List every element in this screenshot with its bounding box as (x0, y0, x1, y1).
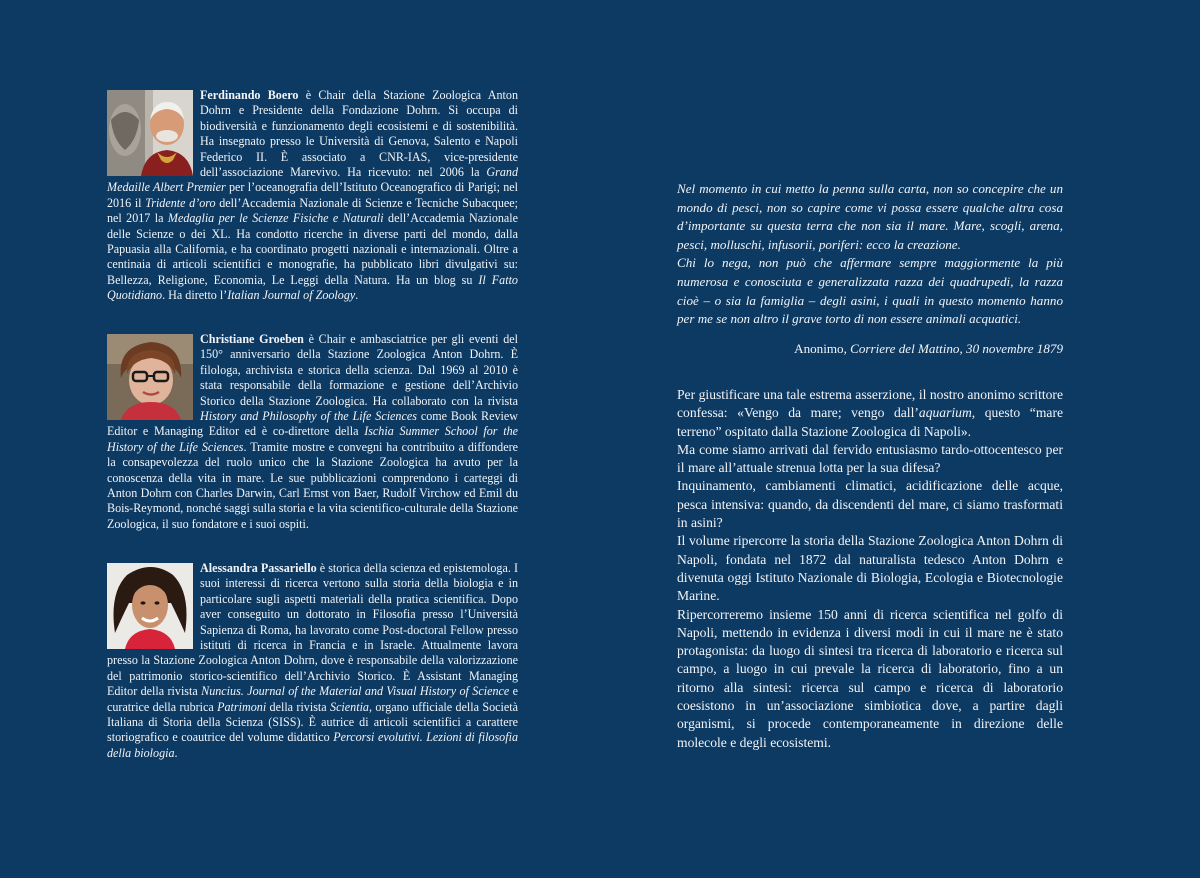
body-text-italic: aquarium (918, 405, 972, 421)
body-paragraph: Ma come siamo arrivati dal fervido entusiasmo tardo-ottocentesco per il mare all’attuale strenua lotta per la sua difesa? (677, 441, 1063, 476)
body-paragraph: Inquinamento, cambiamenti climatici, acidificazione delle acque, pesca intensiva: quando, da discendenti del mare, ci siamo trasformati in asini? (677, 478, 1063, 531)
portrait-ferdinando-boero (107, 90, 193, 176)
body-paragraph: Il volume ripercorre la storia della Stazione Zoologica Anton Dohrn di Napoli, fondata nel 1872 dal naturalista tedesco Anton Dohrn e divenuta oggi Istituto Nazionale di Biologia, Ecologia e Biotecnologie Marine. (677, 533, 1063, 604)
portrait-boero-image (107, 90, 193, 176)
bio-text-9: . (174, 745, 178, 760)
bio-text-10: Italian Journal of Zoology (227, 288, 356, 303)
portrait-passariello-image (107, 563, 193, 649)
bio-text-5: dell’Accademia Nazionale di Scienze e Tecniche Subacquee; nel 2017 la (107, 195, 518, 226)
bio-name: Alessandra Passariello (200, 561, 317, 575)
bio-text-5: della rivista (266, 699, 331, 714)
body-text-b: , questo “mare terreno” ospitato dalla Stazione Zoologica di Napoli». (677, 405, 1064, 439)
bio-text-9: . Ha diretto l’ (162, 288, 228, 303)
bio-christiane-groeben (107, 332, 518, 532)
bio-alessandra-passariello (107, 561, 518, 761)
bio-text-3: per l’oceanografia dell’Istituto Oceanografico di Parigi; nel 2016 il (107, 180, 518, 210)
quote-paragraph: Nel momento in cui metto la penna sulla carta, non so concepire che un mondo di pesci, non so capire come vi possa essere qualche altra cosa d’importante su questa terra che non sia il mare. Mare, scogli, arena, pesci, molluschi, infusorii, poriferi: ecco la creazione. (677, 181, 1063, 252)
quote-attribution (677, 340, 1063, 359)
bio-text-2: History and Philosophy of the Life Sciences (200, 409, 417, 424)
bio-text-8: Il Fatto Quotidiano (107, 272, 518, 303)
bio-text-4: Patrimoni (217, 699, 267, 714)
portrait-christiane-groeben (107, 334, 193, 420)
bio-text-7: , organo ufficiale della Società Italiana di Storia della Scienza (SISS). È autrice di articoli scientifici a carattere storiografico e coautrice del volume didattico (107, 699, 518, 745)
bio-text-8: Percorsi evolutivi. Lezioni di filosofia della biologia (107, 730, 518, 760)
bio-text-1: è Chair e ambasciatrice per gli eventi del 150° anniversario della Stazione Zoologica Anton Dohrn. È filologa, archivista e storica della scienza. Dal 1969 al 2010 è stata responsabile della formazione e gestione dell’Archivio Storico della Stazione Zoologica. Ha collaborato con la rivista (200, 332, 518, 408)
bio-text-3: e curatrice della rubrica (107, 684, 518, 714)
portrait-groeben-image (107, 334, 193, 420)
bio-ferdinando-boero (107, 88, 518, 304)
bio-text-6: Medaglia per le Scienze Fisiche e Naturali (167, 211, 384, 226)
bio-text-7: dell’Accademia Nazionale delle Scienze o dei XL. Ha condotto ricerche in diverse parti del mondo, dalla Papuasia alla California, e ha coordinato progetti nazionali e internazionali. Oltre a centinaia di articoli scientifici e monografie, ha pubblicato libri divulgativi su: Bellezza, Religione, Economia, Le Leggi della Natura. Ha un blog su (107, 211, 519, 287)
quote-paragraph: Chi lo nega, non può che affermare sempre maggiormente la più numerosa e conosciuta e generalizzata razza dei quadrupedi, la razza cioè – o sia la famiglia – degli asini, i quali in questo momento hanno per me se non altro il grave torto di non essere animali acquatici. (677, 255, 1063, 327)
body-text-a: Per giustificare una tale estrema asserzione, il nostro anonimo scrittore confessa: «Vengo da mare; vengo dall’ (677, 387, 1063, 421)
quote-source: Corriere del Mattino, 30 novembre 1879 (850, 341, 1063, 356)
bio-name: Christiane Groeben (200, 332, 304, 346)
bio-text-5: . Tramite mostre e convegni ha contribuito a diffondere la consapevolezza del ruolo unico che la Stazione Zoologica ha avuto per la conoscenza della vita in mare. Le sue pubblicazioni comprendono i carteggi di Anton Dohrn con Charles Darwin, Carl Ernst von Baer, Rudolf Virchow ed Emil du Bois-Reymond, nonché saggi sulla storia e la vita scientifico-culturale della Stazione Zoologica, il suo fondatore e i suoi ospiti. (107, 439, 518, 531)
bio-text-3: come Book Review Editor e Managing Editor ed è co-direttore della (107, 409, 518, 439)
bio-text-1: è Chair della Stazione Zoologica Anton Dohrn e Presidente della Fondazione Dohrn. Si occupa di biodiversità e funzionamento degli ecosistemi e di sostenibilità. Ha insegnato presso le Università di Genova, Salento e Napoli Federico II. È associato a CNR-IAS, vice-presidente dell’associazione Marevivo. Ha ricevuto: nel 2006 la (200, 88, 519, 180)
bio-text-2: Grand Medaille Albert Premier (107, 165, 518, 195)
bio-text-2: Nuncius. Journal of the Material and Visual History of Science (201, 684, 510, 699)
bio-name: Ferdinando Boero (200, 88, 299, 102)
portrait-alessandra-passariello (107, 563, 193, 649)
intro-text (677, 386, 1063, 752)
bio-text-1: è storica della scienza ed epistemologa. I suoi interessi di ricerca vertono sulla storia della biologia e in particolare sugli aspetti materiali della pratica scientifica. Dopo aver conseguito un dottorato in Filosofia presso l’Università Sapienza di Roma, ha lavorato come Post-doctoral Fellow presso istituti di ricerca in Francia e in Israele. Attualmente lavora presso la Stazione Zoologica Anton Dohrn, dove è responsabile della valorizzazione del patrimonio storico-scientifico dell’Archivio Storico. È Assistant Managing Editor della rivista (107, 561, 518, 699)
bio-text-11: . (355, 288, 359, 303)
bio-text-4: Tridente d’oro (145, 195, 216, 210)
epigraph-quote (677, 180, 1063, 329)
body-paragraph: Ripercorreremo insieme 150 anni di ricerca scientifica nel golfo di Napoli, mettendo in evidenza i diversi modi in cui il mare ne è stato protagonista: da luogo di sintesi tra ricerca di laboratorio e ricerca sul campo, a luogo in cui prevale la ricerca di laboratorio, fino a un ritorno alla sintesi: ricerca sul campo e ricerca di laboratorio coesistono in un’associazione simbiotica dove, a partire dagli organismi, si procede contemporaneamente in direzione delle molecole e degli ecosistemi. (677, 606, 1063, 750)
bio-text-4: Ischia Summer School for the History of the Life Sciences (107, 424, 518, 454)
bio-text-6: Scientia (330, 699, 369, 714)
body-paragraph (677, 386, 1063, 441)
quote-author: Anonimo, (794, 341, 851, 356)
